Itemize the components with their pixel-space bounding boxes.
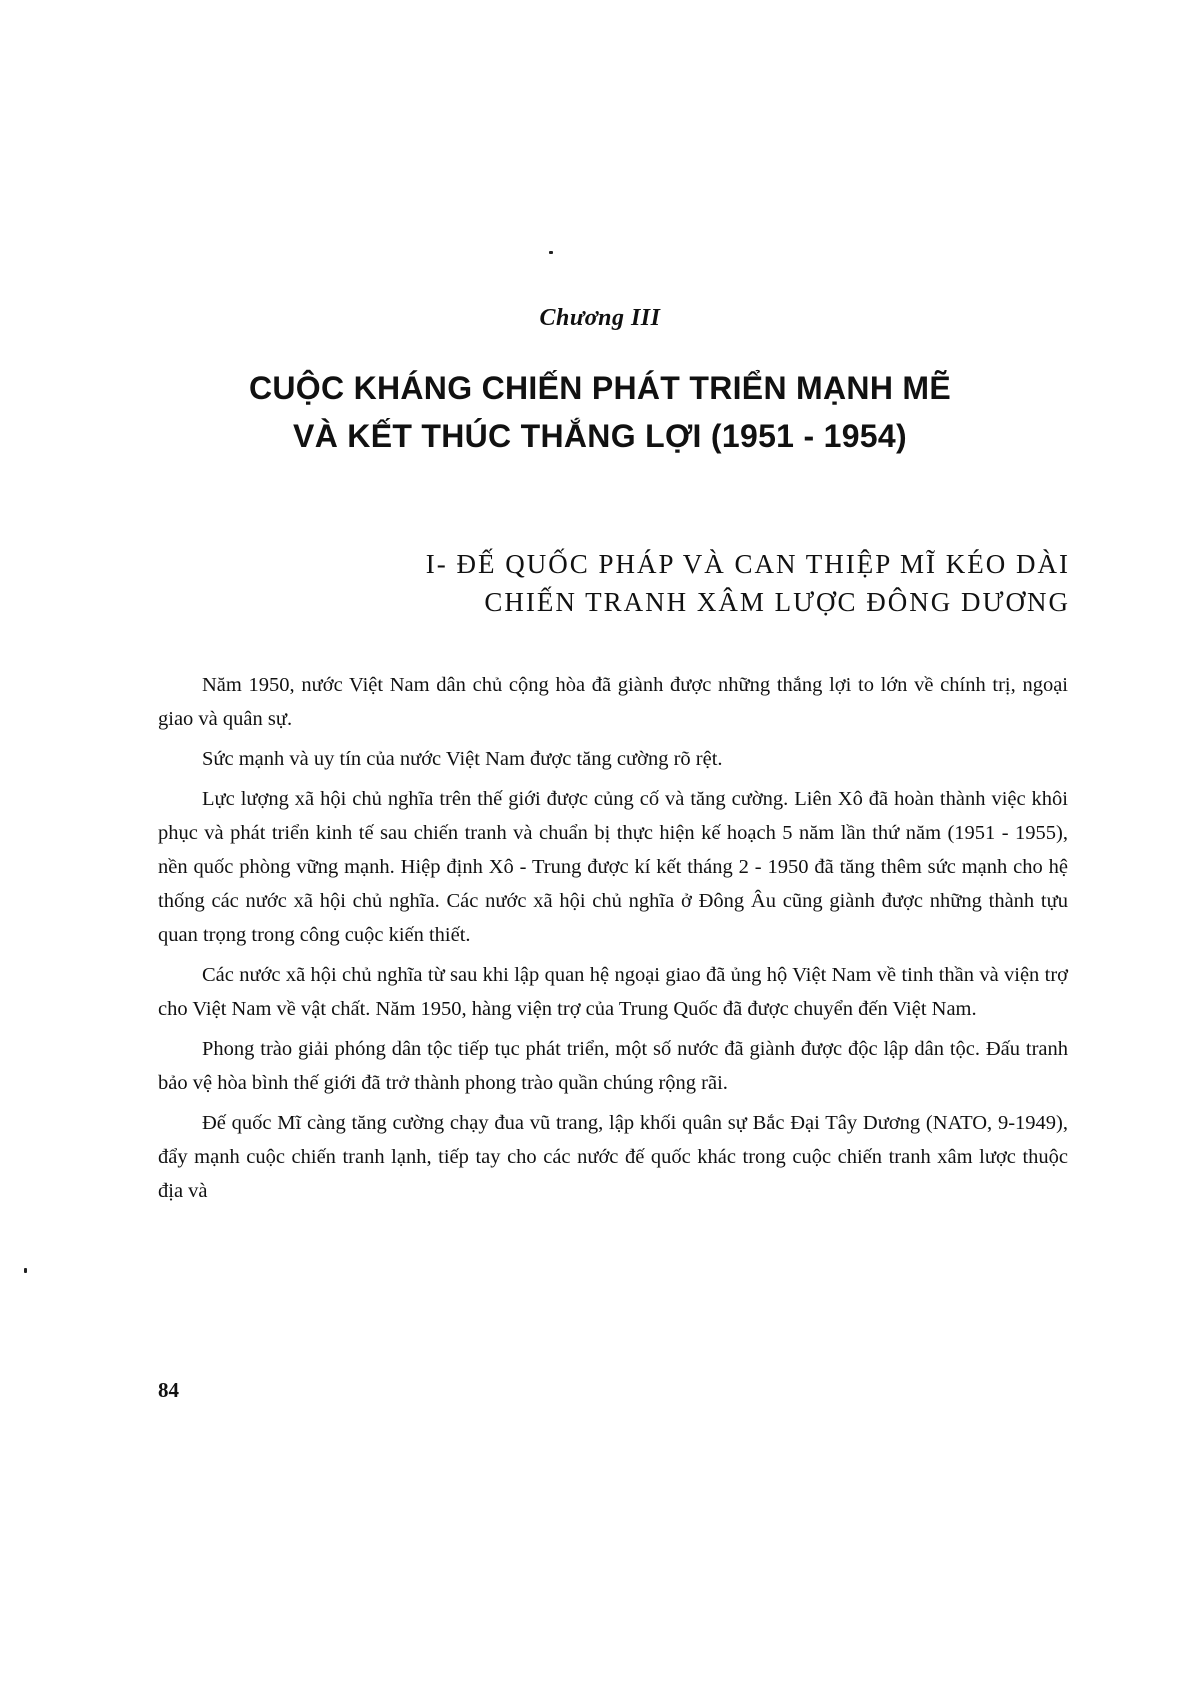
- paragraph: Lực lượng xã hội chủ nghĩa trên thế giới được củng cố và tăng cường. Liên Xô đã hoàn thành việc khôi phục và phát triển kinh tế sau chiến tranh và chuẩn bị thực hiện kế hoạch 5 năm lần thứ năm (1951 - 1955), nền quốc phòng vững mạnh. Hiệp định Xô - Trung được kí kết tháng 2 - 1950 đã tăng thêm sức mạnh cho hệ thống các nước xã hội chủ nghĩa. Các nước xã hội chủ nghĩa ở Đông Âu cũng giành được những thành tựu quan trọng trong công cuộc kiến thiết.: [158, 788, 1068, 946]
- paragraph: Đế quốc Mĩ càng tăng cường chạy đua vũ trang, lập khối quân sự Bắc Đại Tây Dương (NATO, 9-1949), đẩy mạnh cuộc chiến tranh lạnh, tiếp tay cho các nước đế quốc khác trong cuộc chiến tranh xâm lược thuộc địa và: [158, 1112, 1068, 1202]
- page-number: 84: [158, 1378, 179, 1402]
- paragraph: Sức mạnh và uy tín của nước Việt Nam được tăng cường rõ rệt.: [202, 748, 723, 770]
- section-heading-line-2: CHIẾN TRANH XÂM LƯỢC ĐÔNG DƯƠNG: [484, 587, 1070, 617]
- scan-speck: [549, 251, 553, 254]
- chapter-label: Chương III: [539, 305, 661, 331]
- chapter-title-line-2: VÀ KẾT THÚC THẮNG LỢI (1951 - 1954): [293, 418, 907, 454]
- body-text: [158, 668, 1068, 1214]
- chapter-title-line-1: CUỘC KHÁNG CHIẾN PHÁT TRIỂN MẠNH MẼ: [248, 370, 952, 406]
- scan-speck: [24, 1268, 27, 1273]
- section-heading-line-1: I- ĐẾ QUỐC PHÁP VÀ CAN THIỆP MĨ KÉO DÀI: [425, 549, 1070, 579]
- section-heading: [426, 545, 1070, 621]
- paragraph: Các nước xã hội chủ nghĩa từ sau khi lập quan hệ ngoại giao đã ủng hộ Việt Nam về tinh thần và viện trợ cho Việt Nam về vật chất. Năm 1950, hàng viện trợ của Trung Quốc đã được chuyển đến Việt Nam.: [158, 964, 1068, 1020]
- paragraph: Năm 1950, nước Việt Nam dân chủ cộng hòa đã giành được những thắng lợi to lớn về chính trị, ngoại giao và quân sự.: [158, 674, 1068, 730]
- chapter-title: [0, 364, 1200, 460]
- paragraph: Phong trào giải phóng dân tộc tiếp tục phát triển, một số nước đã giành được độc lập dân tộc. Đấu tranh bảo vệ hòa bình thế giới đã trở thành phong trào quần chúng rộng rãi.: [158, 1038, 1068, 1094]
